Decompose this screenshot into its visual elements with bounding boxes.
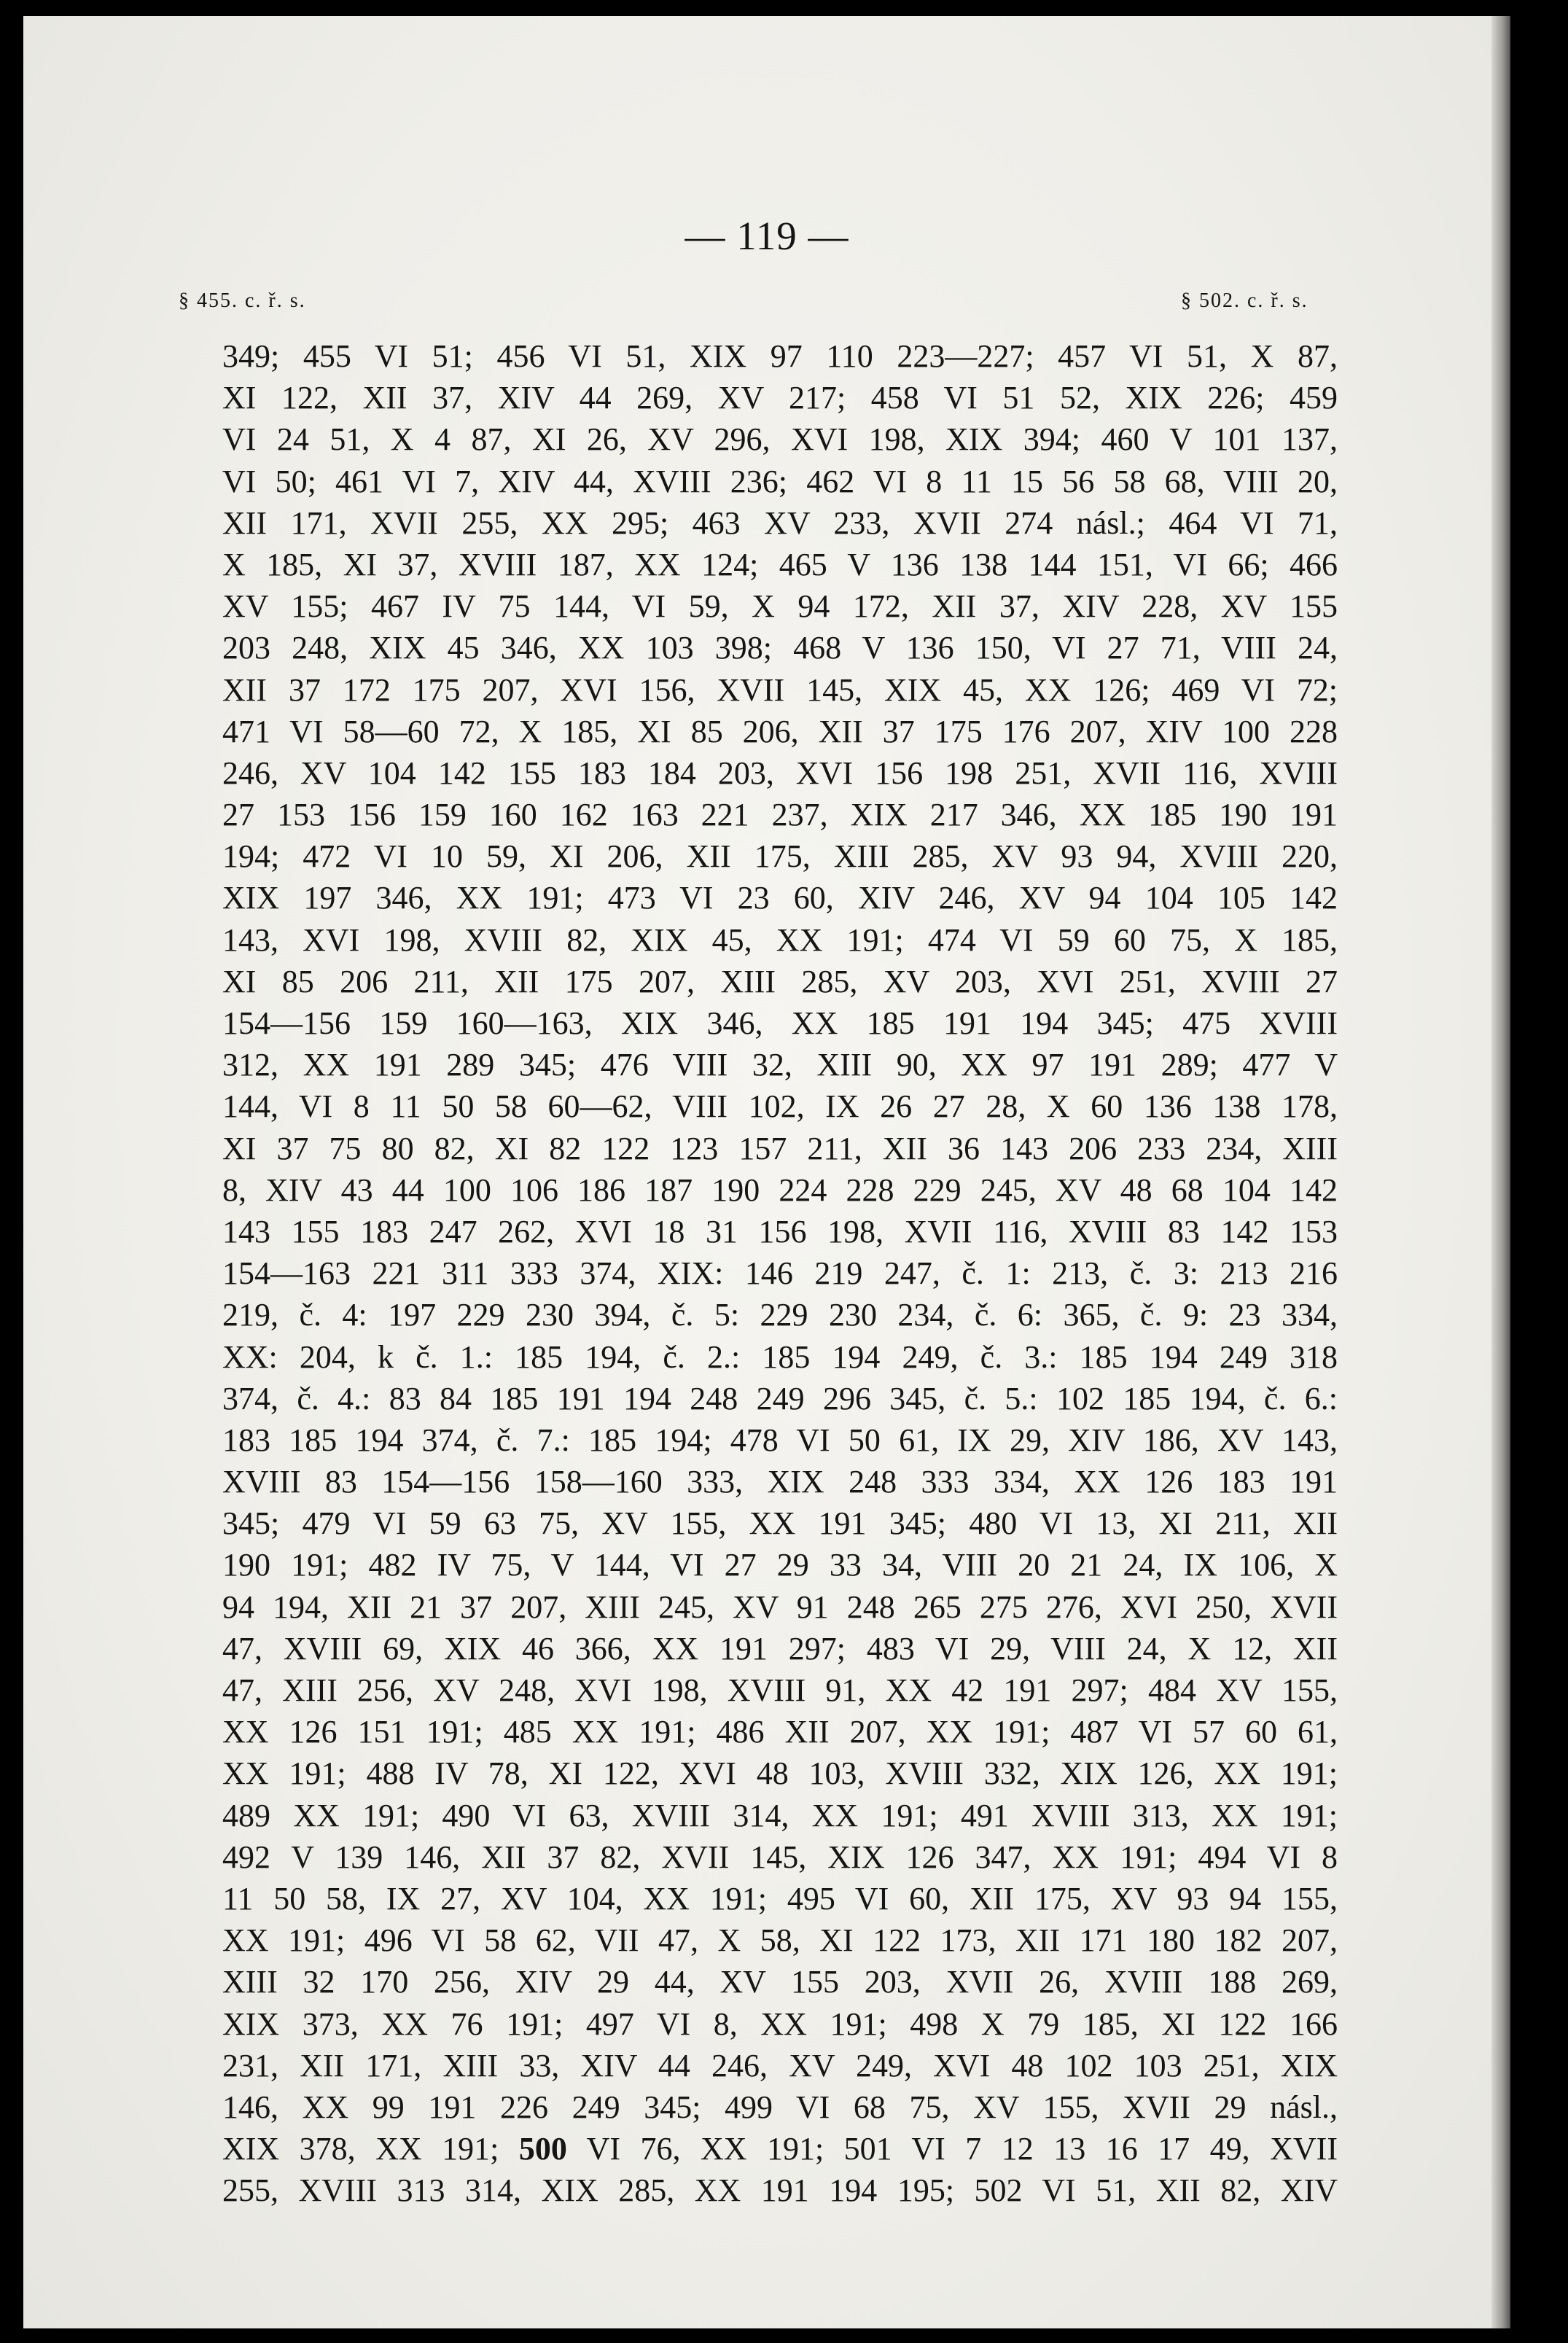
text-line: 345; 479 VI 59 63 75, XV 155, XX 191 345; 480 VI 13, XI 211, XII bbox=[222, 1505, 1338, 1542]
text-line: 255, XVIII 313 314, XIX 285, XX 191 194 195; 502 VI 51, XII 82, XIV bbox=[222, 2172, 1338, 2209]
text-line: 492 V 139 146, XII 37 82, XVII 145, XIX 126 347, XX 191; 494 VI 8 bbox=[222, 1839, 1338, 1875]
text-line bbox=[222, 2128, 1338, 2169]
text-line: XX 191; 488 IV 78, XI 122, XVI 48 103, XVIII 332, XIX 126, XX 191; bbox=[222, 1755, 1338, 1792]
text-line: XII 37 172 175 207, XVI 156, XVII 145, XIX 45, XX 126; 469 VI 72; bbox=[222, 671, 1338, 708]
text-line: XX 126 151 191; 485 XX 191; 486 XII 207, XX 191; 487 VI 57 60 61, bbox=[222, 1714, 1338, 1750]
text-line: XV 155; 467 IV 75 144, VI 59, X 94 172, XII 37, XIV 228, XV 155 bbox=[222, 588, 1338, 625]
text-line: 349; 455 VI 51; 456 VI 51, XIX 97 110 223—227; 457 VI 51, X 87, bbox=[222, 338, 1338, 374]
text-line: XIX 373, XX 76 191; 497 VI 8, XX 191; 498 X 79 185, XI 122 166 bbox=[222, 2005, 1338, 2042]
text-line: XVIII 83 154—156 158—160 333, XIX 248 333 334, XX 126 183 191 bbox=[222, 1464, 1338, 1500]
page-edge-shadow bbox=[1491, 16, 1510, 2328]
text-line: 146, XX 99 191 226 249 345; 499 VI 68 75, XV 155, XVII 29 násl., bbox=[222, 2089, 1338, 2125]
bold-section-number: 500 bbox=[518, 2131, 567, 2167]
text-line: XI 122, XII 37, XIV 44 269, XV 217; 458 VI 51 52, XIX 226; 459 bbox=[222, 380, 1338, 416]
text-line: 190 191; 482 IV 75, V 144, VI 27 29 33 34, VIII 20 21 24, IX 106, X bbox=[222, 1547, 1338, 1583]
text-line: XI 85 206 211, XII 175 207, XIII 285, XV 203, XVI 251, XVIII 27 bbox=[222, 963, 1338, 999]
text-line: XX 191; 496 VI 58 62, VII 47, X 58, XI 122 173, XII 171 180 182 207, bbox=[222, 1922, 1338, 1959]
text-line: 219, č. 4: 197 229 230 394, č. 5: 229 230 234, č. 6: 365, č. 9: 23 334, bbox=[222, 1297, 1338, 1333]
text-line: 489 XX 191; 490 VI 63, XVIII 314, XX 191; 491 XVIII 313, XX 191; bbox=[222, 1797, 1338, 1833]
page-number: — 119 — bbox=[684, 214, 849, 258]
index-text-block bbox=[222, 335, 1338, 2211]
text-line: 143 155 183 247 262, XVI 18 31 156 198, XVII 116, XVIII 83 142 153 bbox=[222, 1213, 1338, 1250]
text-segment: VI 76, XX 191; 501 VI 7 12 13 16 17 49, XVII bbox=[566, 2131, 1338, 2167]
text-line: 94 194, XII 21 37 207, XIII 245, XV 91 248 265 275 276, XVI 250, XVII bbox=[222, 1588, 1338, 1625]
text-line: 374, č. 4.: 83 84 185 191 194 248 249 296 345, č. 5.: 102 185 194, č. 6.: bbox=[222, 1380, 1338, 1416]
text-line: 183 185 194 374, č. 7.: 185 194; 478 VI 50 61, IX 29, XIV 186, XV 143, bbox=[222, 1422, 1338, 1458]
text-line: XI 37 75 80 82, XI 82 122 123 157 211, XII 36 143 206 233 234, XIII bbox=[222, 1130, 1338, 1166]
text-line: XX: 204, k č. 1.: 185 194, č. 2.: 185 194 249, č. 3.: 185 194 249 318 bbox=[222, 1338, 1338, 1375]
text-line: 471 VI 58—60 72, X 185, XI 85 206, XII 37 175 176 207, XIV 100 228 bbox=[222, 713, 1338, 749]
text-segment: XIX 378, XX 191; bbox=[222, 2131, 519, 2167]
running-head-left: § 455. c. ř. s. bbox=[179, 289, 306, 312]
text-line: 246, XV 104 142 155 183 184 203, XVI 156 198 251, XVII 116, XVIII bbox=[222, 755, 1338, 791]
text-line: 11 50 58, IX 27, XV 104, XX 191; 495 VI 60, XII 175, XV 93 94 155, bbox=[222, 1880, 1338, 1917]
text-line: X 185, XI 37, XVIII 187, XX 124; 465 V 136 138 144 151, VI 66; 466 bbox=[222, 546, 1338, 582]
text-line: VI 50; 461 VI 7, XIV 44, XVIII 236; 462 VI 8 11 15 56 58 68, VIII 20, bbox=[222, 463, 1338, 499]
running-head-right: § 502. c. ř. s. bbox=[1181, 289, 1308, 312]
text-line: XIII 32 170 256, XIV 29 44, XV 155 203, XVII 26, XVIII 188 269, bbox=[222, 1964, 1338, 2000]
text-line: XII 171, XVII 255, XX 295; 463 XV 233, XVII 274 násl.; 464 VI 71, bbox=[222, 504, 1338, 541]
text-line: VI 24 51, X 4 87, XI 26, XV 296, XVI 198, XIX 394; 460 V 101 137, bbox=[222, 421, 1338, 458]
text-line: 312, XX 191 289 345; 476 VIII 32, XIII 90, XX 97 191 289; 477 V bbox=[222, 1047, 1338, 1083]
text-line: 194; 472 VI 10 59, XI 206, XII 175, XIII 285, XV 93 94, XVIII 220, bbox=[222, 838, 1338, 875]
text-line: XIX 197 346, XX 191; 473 VI 23 60, XIV 246, XV 94 104 105 142 bbox=[222, 880, 1338, 916]
text-line: 154—163 221 311 333 374, XIX: 146 219 247, č. 1: 213, č. 3: 213 216 bbox=[222, 1255, 1338, 1292]
text-line: 27 153 156 159 160 162 163 221 237, XIX 217 346, XX 185 190 191 bbox=[222, 797, 1338, 833]
text-line: 231, XII 171, XIII 33, XIV 44 246, XV 249, XVI 48 102 103 251, XIX bbox=[222, 2047, 1338, 2083]
text-line: 143, XVI 198, XVIII 82, XIX 45, XX 191; 474 VI 59 60 75, X 185, bbox=[222, 921, 1338, 958]
text-line: 8, XIV 43 44 100 106 186 187 190 224 228 229 245, XV 48 68 104 142 bbox=[222, 1172, 1338, 1208]
text-line: 154—156 159 160—163, XIX 346, XX 185 191 194 345; 475 XVIII bbox=[222, 1005, 1338, 1041]
book-page bbox=[23, 16, 1510, 2328]
text-line: 47, XIII 256, XV 248, XVI 198, XVIII 91, XX 42 191 297; 484 XV 155, bbox=[222, 1672, 1338, 1708]
text-line: 47, XVIII 69, XIX 46 366, XX 191 297; 483 VI 29, VIII 24, X 12, XII bbox=[222, 1630, 1338, 1666]
text-line: 203 248, XIX 45 346, XX 103 398; 468 V 136 150, VI 27 71, VIII 24, bbox=[222, 630, 1338, 666]
text-line: 144, VI 8 11 50 58 60—62, VIII 102, IX 26 27 28, X 60 136 138 178, bbox=[222, 1088, 1338, 1125]
